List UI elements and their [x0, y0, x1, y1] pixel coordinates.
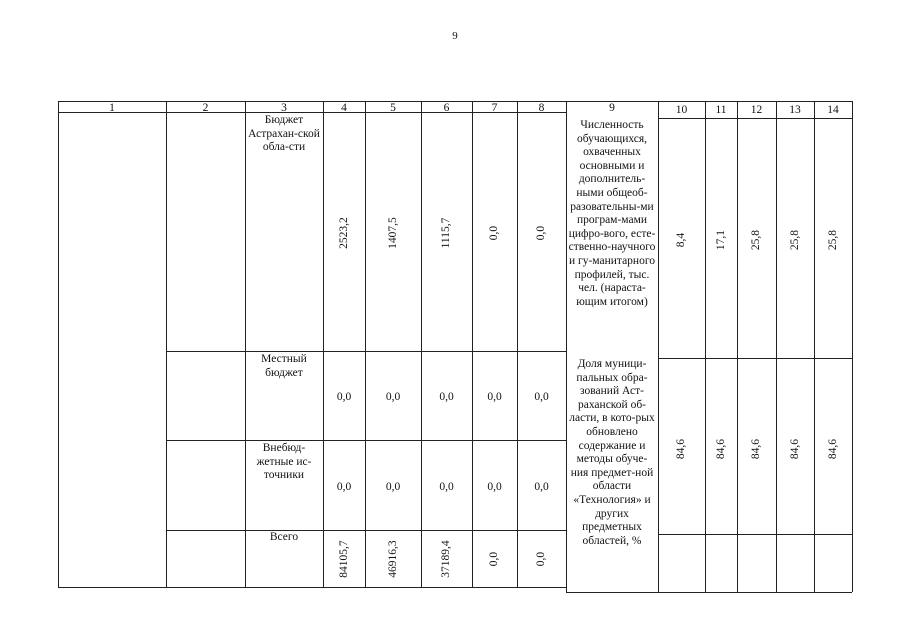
extra-c5: 0,0 — [385, 481, 401, 493]
indicator-1-c14: 25,8 — [827, 229, 839, 251]
indicator-2-c11: 84,6 — [715, 438, 727, 460]
indicator-2-c13: 84,6 — [789, 438, 801, 460]
header-col-2: 2 — [202, 102, 209, 114]
header-col-11: 11 — [715, 104, 727, 116]
page-number: 9 — [452, 30, 458, 42]
regional-c7: 0,0 — [488, 225, 500, 241]
header-col-9: 9 — [609, 102, 615, 114]
local-c5: 0,0 — [385, 391, 401, 403]
header-col-1: 1 — [109, 102, 115, 114]
indicator-2-text: Доля муници-пальных обра-зований Аст-раханской об-ласти, в кото-рых обновлено содержание и методы обуче-ния предмет-ной области «Технология» и других предметных областей, % — [569, 358, 655, 547]
header-col-14: 14 — [827, 104, 839, 116]
label-local-budget: Местный бюджет — [261, 353, 307, 379]
indicator-1-c10: 8,4 — [675, 232, 687, 248]
total-c8: 0,0 — [535, 551, 547, 567]
indicator-2-c10: 84,6 — [675, 438, 687, 460]
label-extra-budget: Внебюд-жетные ис-точники — [256, 442, 312, 482]
header-col-12: 12 — [750, 104, 763, 116]
local-c6: 0,0 — [439, 391, 454, 403]
indicator-1-c13: 25,8 — [789, 229, 801, 251]
regional-c5: 1407,5 — [387, 217, 399, 249]
header-col-8: 8 — [538, 102, 545, 114]
header-col-6: 6 — [443, 102, 450, 114]
indicator-2-c12: 84,6 — [750, 438, 762, 460]
total-c6: 37189,4 — [440, 540, 452, 578]
indicator-1-c11: 17,1 — [715, 229, 727, 251]
total-c7: 0,0 — [488, 551, 500, 567]
header-col-13: 13 — [789, 104, 801, 116]
header-col-7: 7 — [491, 102, 498, 114]
header-col-4: 4 — [341, 102, 347, 114]
header-col-5: 5 — [390, 102, 396, 114]
indicator-1-text: Численность обучающихся, охваченных основными и дополнитель-ными общеоб-разовательны-ми програм-мами цифро-вого, есте-ственно-научного и гу-манитарного профилей, тыс. чел. (нараста-ющим итогом) — [568, 119, 656, 308]
label-regional-budget: Бюджет Астрахан-ской обла-сти — [248, 114, 320, 154]
total-c5: 46916,3 — [387, 540, 399, 578]
indicator-2-c14: 84,6 — [827, 438, 839, 460]
extra-c4: 0,0 — [336, 481, 352, 493]
regional-c4: 2523,2 — [338, 217, 350, 249]
header-col-3: 3 — [281, 102, 287, 114]
regional-c6: 1115,7 — [440, 217, 452, 249]
header-col-10: 10 — [675, 104, 688, 116]
local-c4: 0,0 — [336, 391, 352, 403]
extra-c7: 0,0 — [487, 481, 502, 493]
extra-c6: 0,0 — [439, 481, 454, 493]
local-c8: 0,0 — [534, 391, 549, 403]
local-c7: 0,0 — [487, 391, 502, 403]
label-total: Всего — [269, 531, 299, 543]
regional-c8: 0,0 — [535, 225, 547, 241]
extra-c8: 0,0 — [534, 481, 549, 493]
total-c4: 84105,7 — [338, 540, 350, 578]
indicator-1-c12: 25,8 — [750, 229, 762, 251]
